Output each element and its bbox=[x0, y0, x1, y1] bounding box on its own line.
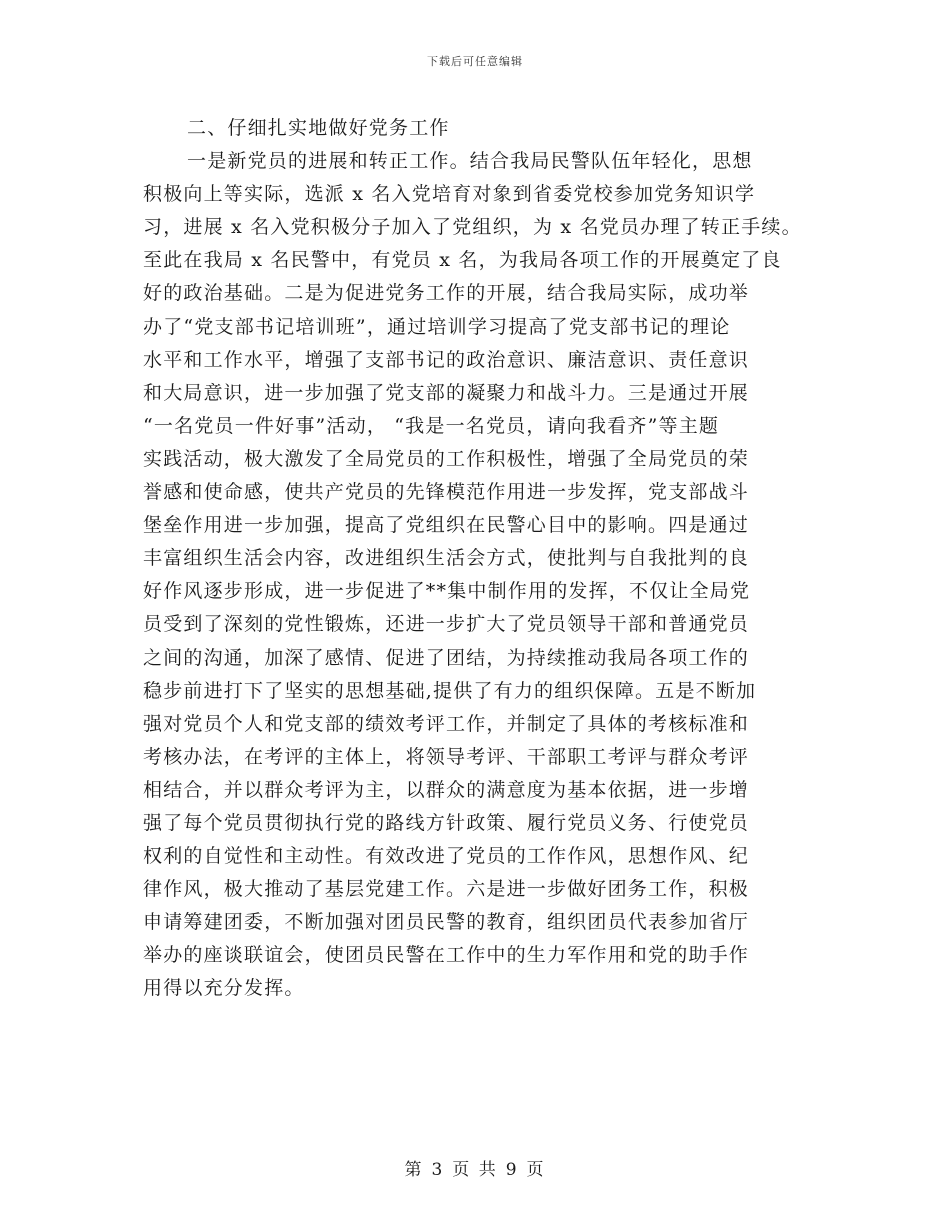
paragraph-line: 实践活动，极大激发了全局党员的工作积极性，增强了全局党员的荣 bbox=[143, 447, 750, 470]
paragraph-line: 一是新党员的进展和转正工作。结合我局民警队伍年轻化，思想 bbox=[187, 150, 753, 173]
paragraph-line: 之间的沟通，加深了感情、促进了团结，为持续推动我局各项工作的 bbox=[143, 646, 750, 669]
paragraph-line: 强对党员个人和党支部的绩效考评工作，并制定了具体的考核标准和 bbox=[143, 712, 750, 735]
paragraph-line: 习，进展 x 名入党积极分子加入了党组织，为 x 名党员办理了转正手续。 bbox=[143, 216, 802, 239]
page-footer bbox=[0, 1155, 950, 1180]
section-heading: 二、仔细扎实地做好党务工作 bbox=[187, 117, 450, 139]
footer-middle: 页 共 bbox=[452, 1160, 498, 1180]
paragraph-line: 申请筹建团委，不断加强对团员民警的教育，组织团员代表参加省厅 bbox=[143, 911, 750, 934]
current-page-number: 3 bbox=[431, 1160, 445, 1180]
document-body bbox=[143, 112, 809, 1006]
paragraph-line: 誉感和使命感，使共产党员的先锋模范作用进一步发挥，党支部战斗 bbox=[143, 481, 750, 504]
paragraph-line: “一名党员一件好事”活动， “我是一名党员，请向我看齐”等主题 bbox=[143, 414, 720, 437]
paragraph-line: 办了“党支部书记培训班”，通过培训学习提高了党支部书记的理论 bbox=[143, 315, 731, 338]
paragraph-line: 员受到了深刻的党性锻炼，还进一步扩大了党员领导干部和普通党员 bbox=[143, 613, 750, 636]
paragraph-line: 强了每个党员贯彻执行党的路线方针政策、履行党员义务、行使党员 bbox=[143, 811, 750, 834]
paragraph-line: 积极向上等实际，选派 x 名入党培育对象到省委党校参加党务知识学 bbox=[143, 183, 756, 206]
footer-prefix: 第 bbox=[404, 1160, 424, 1180]
total-pages-number: 9 bbox=[505, 1160, 519, 1180]
paragraph-line: 水平和工作水平，增强了支部书记的政治意识、廉洁意识、责任意识 bbox=[143, 348, 750, 371]
paragraph-line: 权利的自觉性和主动性。有效改进了党员的工作作风，思想作风、纪 bbox=[143, 845, 750, 868]
paragraph-line: 律作风，极大推动了基层党建工作。六是进一步做好团务工作，积极 bbox=[143, 878, 750, 901]
paragraph-line: 用得以充分发挥。 bbox=[143, 977, 305, 1000]
paragraph-line: 至此在我局 x 名民警中，有党员 x 名，为我局各项工作的开展奠定了良 bbox=[143, 249, 782, 272]
paragraph-line: 好的政治基础。二是为促进党务工作的开展，结合我局实际，成功举 bbox=[143, 282, 750, 305]
paragraph-line: 相结合，并以群众考评为主，以群众的满意度为基本依据，进一步增 bbox=[143, 778, 750, 801]
header-note: 下载后可任意编辑 bbox=[427, 55, 523, 68]
paragraph-line: 丰富组织生活会内容，改进组织生活会方式，使批判与自我批判的良 bbox=[143, 547, 750, 570]
paragraph-line: 堡垒作用进一步加强，提高了党组织在民警心目中的影响。四是通过 bbox=[143, 514, 750, 537]
paragraph-line: 考核办法，在考评的主体上，将领导考评、干部职工考评与群众考评 bbox=[143, 745, 750, 768]
footer-suffix: 页 bbox=[526, 1160, 546, 1180]
paragraph-line: 和大局意识，进一步加强了党支部的凝聚力和战斗力。三是通过开展 bbox=[143, 381, 750, 404]
paragraph-line: 举办的座谈联谊会，使团员民警在工作中的生力军作用和党的助手作 bbox=[143, 944, 750, 967]
paragraph-line: 稳步前进打下了坚实的思想基础,提供了有力的组织保障。五是不断加 bbox=[143, 679, 757, 702]
paragraph-line: 好作风逐步形成，进一步促进了**集中制作用的发挥，不仅让全局党 bbox=[143, 580, 751, 603]
